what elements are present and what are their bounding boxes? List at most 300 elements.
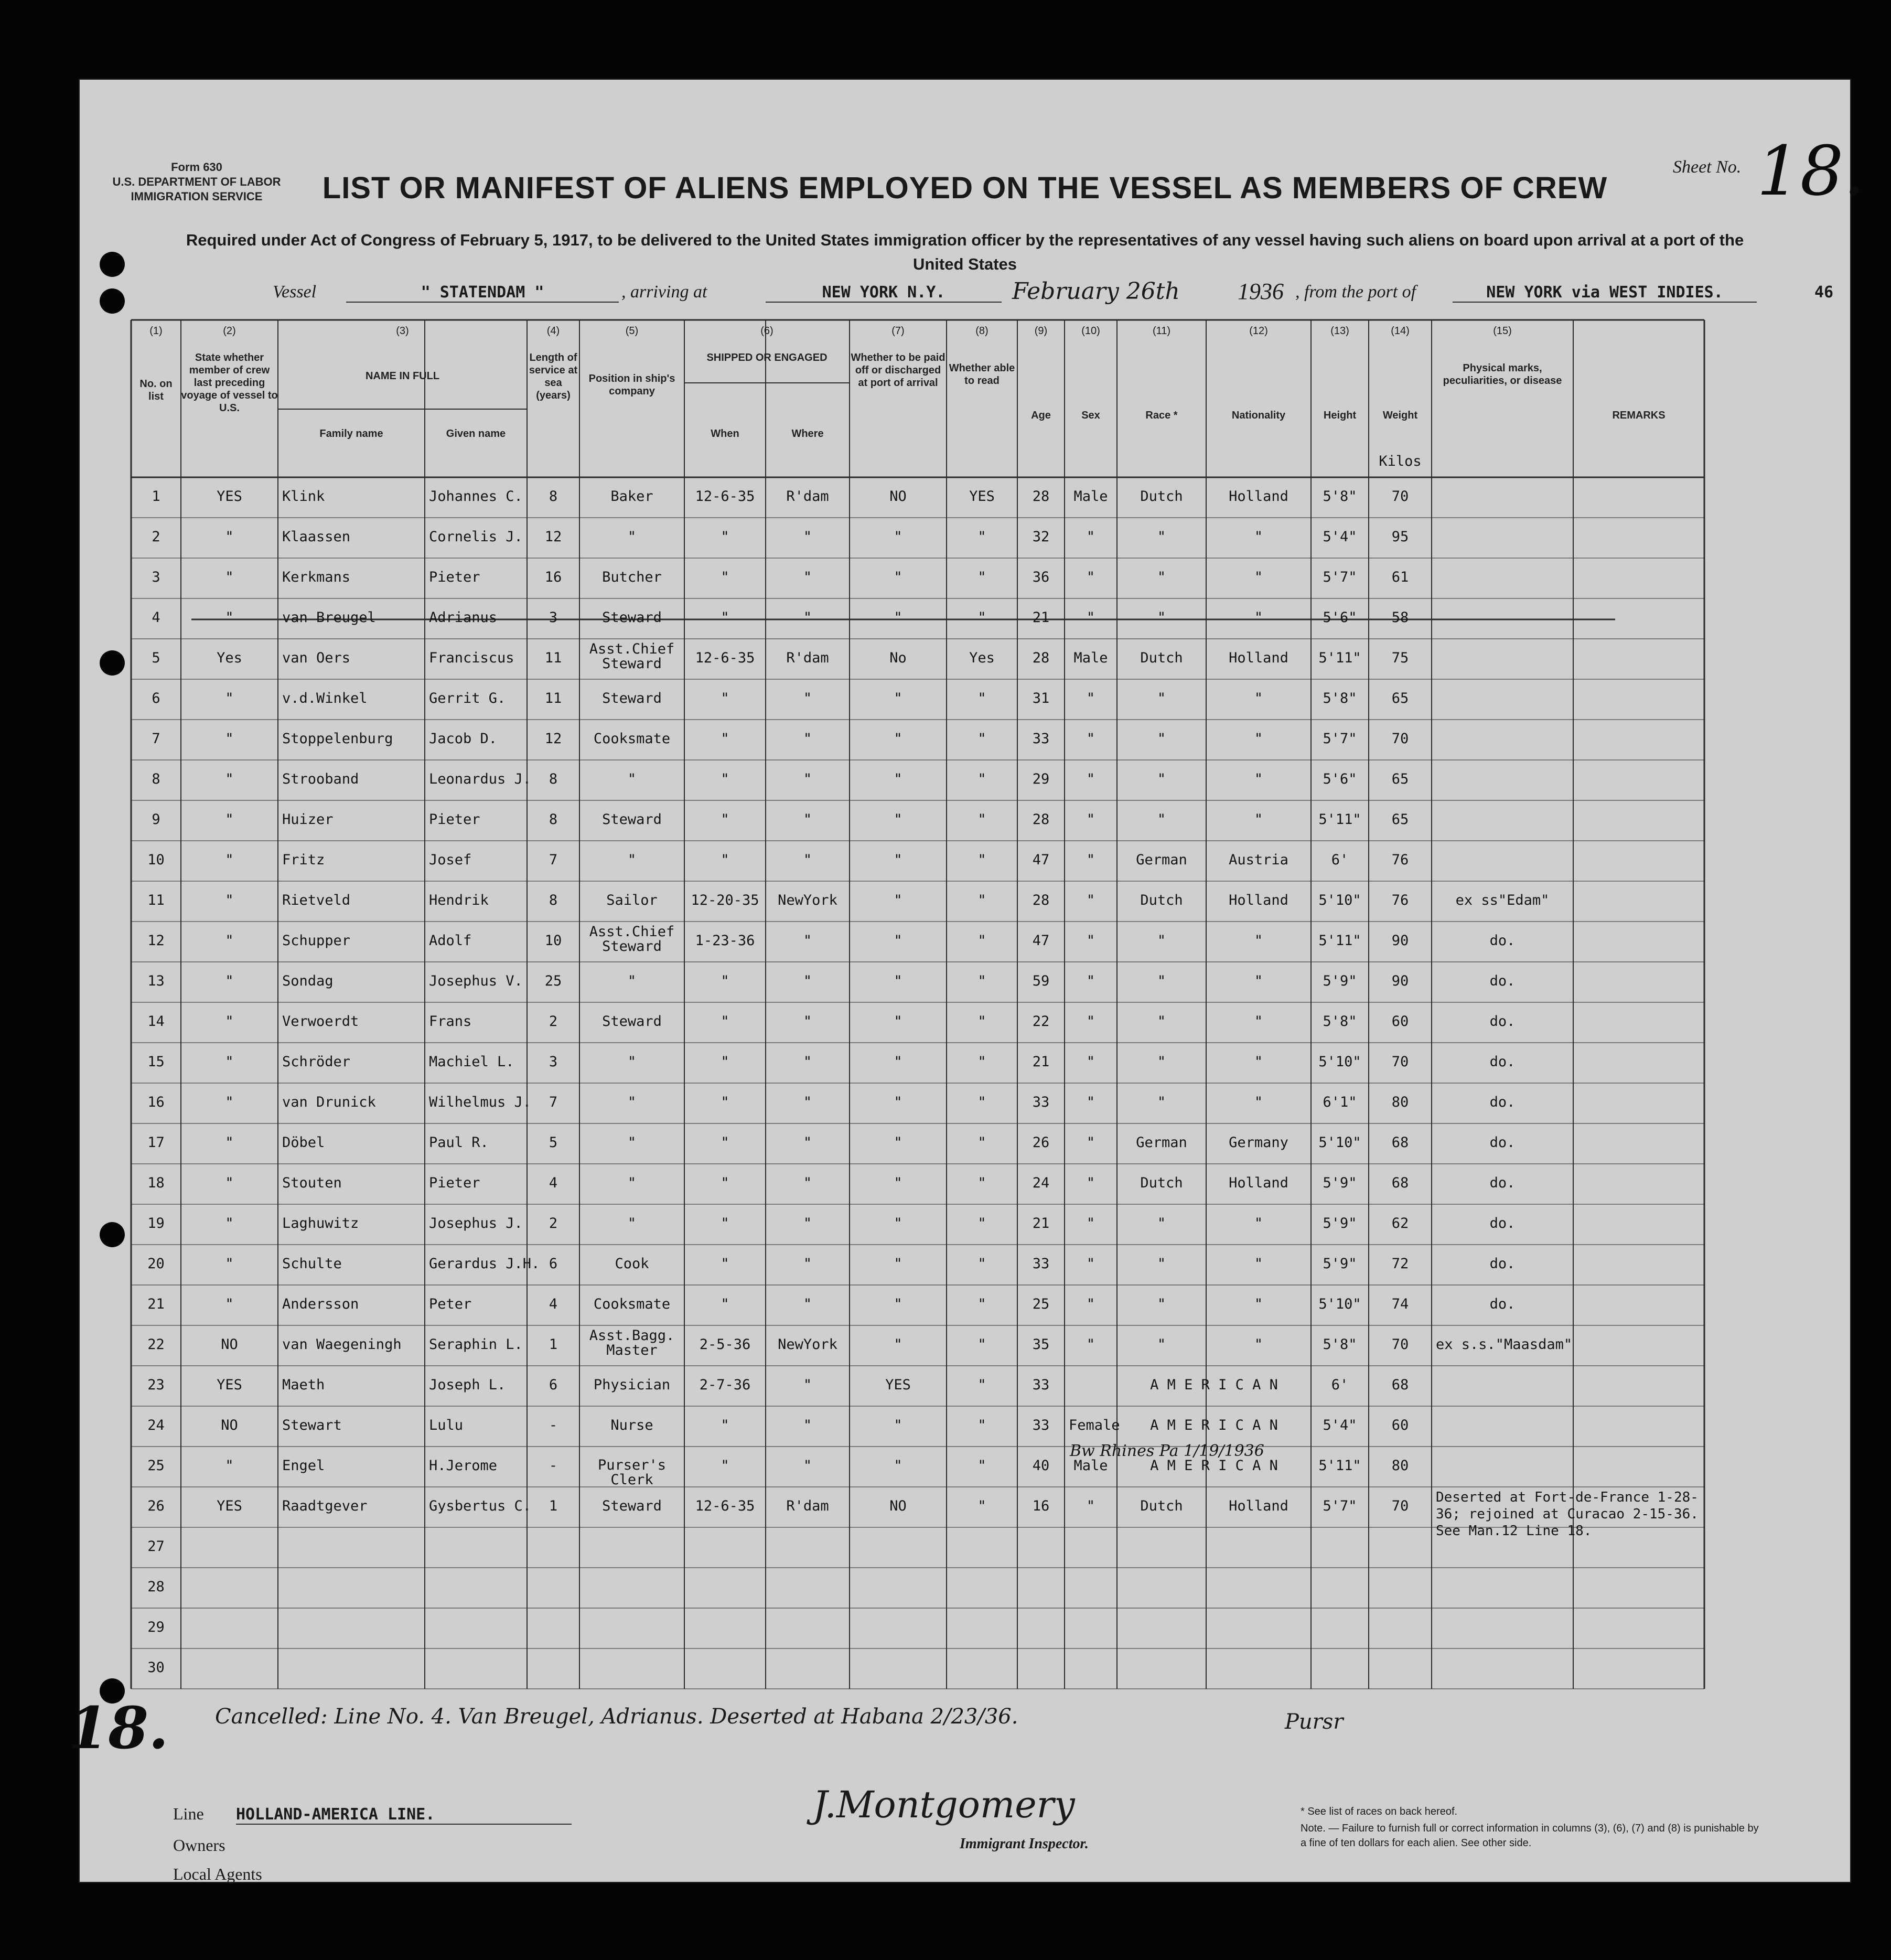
row-16-given: Wilhelmus J.	[429, 1094, 532, 1110]
row-15-where: "	[803, 1054, 812, 1070]
row-17-no: 17	[147, 1134, 165, 1151]
row-21-prev: "	[225, 1296, 234, 1312]
row-19-paid: "	[894, 1215, 902, 1231]
row-26-marks: Deserted at Fort-de-France 1-28-36; rejoined at Curacao 2-15-36. See Man.12 Line 18.	[1436, 1490, 1699, 1539]
row-12-age: 47	[1032, 933, 1050, 949]
row-14-age: 22	[1032, 1013, 1050, 1030]
row-22-height: 5'8"	[1323, 1336, 1357, 1353]
row-3-family: Kerkmans	[282, 569, 351, 585]
row-2-read: "	[977, 529, 986, 545]
row-23-prev: YES	[217, 1377, 242, 1393]
row-1-position: Baker	[610, 488, 653, 505]
row-30-no: 30	[147, 1659, 165, 1676]
row-11-when: 12-20-35	[691, 892, 759, 908]
row-14-height: 5'8"	[1323, 1013, 1357, 1030]
row-4-when: "	[721, 609, 729, 626]
row-3-nationality: "	[1254, 569, 1263, 585]
row-19-no: 19	[147, 1215, 165, 1231]
row-29-no: 29	[147, 1619, 165, 1635]
row-23-given: Joseph L.	[429, 1377, 506, 1393]
row-9-where: "	[803, 811, 812, 828]
row-22-weight: 70	[1391, 1336, 1409, 1353]
row-4-where: "	[803, 609, 812, 626]
row-6-weight: 65	[1391, 690, 1409, 706]
row-8-prev: "	[225, 771, 234, 787]
header-remarks: REMARKS	[1612, 410, 1666, 421]
header-shipped-when: When	[711, 428, 739, 440]
row-9-no: 9	[152, 811, 160, 828]
row-7-prev: "	[225, 731, 234, 747]
header-race: Race *	[1145, 410, 1178, 421]
row-7-position: Cooksmate	[593, 731, 671, 747]
row-19-position: "	[627, 1215, 637, 1231]
row-5-family: van Oers	[282, 650, 351, 666]
row-18-paid: "	[894, 1175, 902, 1191]
row-13-weight: 90	[1391, 973, 1409, 989]
row-19-prev: "	[225, 1215, 234, 1231]
row-21-position: Cooksmate	[593, 1296, 671, 1312]
row-15-height: 5'10"	[1318, 1054, 1361, 1070]
row-22-marks: ex s.s."Maasdam"	[1436, 1336, 1573, 1353]
row-5-weight: 75	[1391, 650, 1409, 666]
header-name-in-full: NAME IN FULL	[365, 370, 440, 382]
row-11-family: Rietveld	[282, 892, 351, 908]
row-26-age: 16	[1032, 1498, 1050, 1514]
row-11-sex: "	[1086, 892, 1095, 908]
row-22-service: 1	[549, 1336, 558, 1353]
row-11-age: 28	[1032, 892, 1050, 908]
row-2-family: Klaassen	[282, 529, 351, 545]
row-5-read: Yes	[969, 650, 995, 666]
row-21-race: "	[1157, 1296, 1166, 1312]
row-20-position: Cook	[615, 1256, 649, 1272]
row-20-paid: "	[894, 1256, 902, 1272]
row-13-no: 13	[147, 973, 165, 989]
row-17-family: Döbel	[282, 1134, 325, 1151]
arriving-port: NEW YORK N.Y.	[766, 283, 1002, 303]
row-12-sex: "	[1086, 933, 1095, 949]
row-4-given: Adrianus	[429, 609, 498, 626]
row-15-sex: "	[1086, 1054, 1095, 1070]
row-13-service: 25	[544, 973, 562, 989]
row-7-when: "	[721, 731, 729, 747]
row-22-age: 35	[1032, 1336, 1050, 1353]
row-14-prev: "	[225, 1013, 234, 1030]
arrival-date: February 26th	[1012, 278, 1180, 305]
row-18-nationality: Holland	[1229, 1175, 1288, 1191]
row-20-race: "	[1157, 1256, 1166, 1272]
row-16-age: 33	[1032, 1094, 1050, 1110]
row-22-paid: "	[894, 1336, 902, 1353]
row-12-race: "	[1157, 933, 1166, 949]
row-20-height: 5'9"	[1323, 1256, 1357, 1272]
row-23-position: Physician	[593, 1377, 671, 1393]
column-number: (14)	[1391, 325, 1410, 337]
row-12-position: Asst.Chief Steward	[589, 924, 675, 955]
row-21-where: "	[803, 1296, 812, 1312]
row-5-where: R'dam	[786, 650, 829, 666]
row-13-family: Sondag	[282, 973, 334, 989]
row-11-height: 5'10"	[1318, 892, 1361, 908]
row-15-given: Machiel L.	[429, 1054, 514, 1070]
column-number: (4)	[546, 325, 560, 337]
column-number: (1)	[149, 325, 163, 337]
row-13-marks: do.	[1489, 973, 1516, 989]
row-18-service: 4	[549, 1175, 558, 1191]
row-11-no: 11	[147, 892, 165, 908]
row-14-sex: "	[1086, 1013, 1095, 1030]
column-number: (12)	[1249, 325, 1268, 337]
row-25-age: 40	[1032, 1458, 1050, 1474]
row-15-position: "	[627, 1054, 637, 1070]
row-11-weight: 76	[1391, 892, 1409, 908]
row-3-paid: "	[894, 569, 902, 585]
row-16-no: 16	[147, 1094, 165, 1110]
row-14-nationality: "	[1254, 1013, 1263, 1030]
row-12-when: 1-23-36	[695, 933, 755, 949]
header-shipped-where: Where	[791, 428, 824, 440]
row-17-age: 26	[1032, 1134, 1050, 1151]
row-10-nationality: Austria	[1229, 852, 1288, 868]
row-1-no: 1	[152, 488, 160, 505]
row-1-given: Johannes C.	[429, 488, 523, 505]
row-11-nationality: Holland	[1229, 892, 1288, 908]
row-8-position: "	[627, 771, 637, 787]
row-9-read: "	[977, 811, 986, 828]
row-24-read: "	[977, 1417, 986, 1433]
row-25-prev: "	[225, 1458, 234, 1474]
row-9-nationality: "	[1254, 811, 1263, 828]
column-number: (8)	[975, 325, 989, 337]
row-21-paid: "	[894, 1296, 902, 1312]
row-8-age: 29	[1032, 771, 1050, 787]
row-10-service: 7	[549, 852, 558, 868]
row-21-no: 21	[147, 1296, 165, 1312]
row-22-prev: NO	[221, 1336, 238, 1353]
row-24-paid: "	[894, 1417, 902, 1433]
row-26-given: Gysbertus C.	[429, 1498, 532, 1514]
header-physical-marks: Physical marks, peculiarities, or disease	[1443, 362, 1562, 387]
row-4-read: "	[977, 609, 986, 626]
row-16-family: van Drunick	[282, 1094, 376, 1110]
row-26-weight: 70	[1391, 1498, 1409, 1514]
row-11-where: NewYork	[778, 892, 837, 908]
row-22-when: 2-5-36	[699, 1336, 751, 1353]
row-4-sex: "	[1086, 609, 1095, 626]
row-11-service: 8	[549, 892, 558, 908]
header-paid-off: Whether to be paid off or discharged at port of arrival	[851, 352, 946, 389]
row-8-service: 8	[549, 771, 558, 787]
row-13-prev: "	[225, 973, 234, 989]
row-21-nationality: "	[1254, 1296, 1263, 1312]
row-10-given: Josef	[429, 852, 472, 868]
row-22-position: Asst.Bagg. Master	[589, 1327, 675, 1358]
row-12-weight: 90	[1391, 933, 1409, 949]
row-9-position: Steward	[602, 811, 662, 828]
manifest-table	[131, 320, 1704, 1710]
row-25-service: -	[549, 1458, 558, 1474]
row-23-no: 23	[147, 1377, 165, 1393]
row-24-position: Nurse	[610, 1417, 653, 1433]
row-12-service: 10	[544, 933, 562, 949]
row-2-given: Cornelis J.	[429, 529, 523, 545]
row-14-marks: do.	[1489, 1013, 1516, 1030]
bottom-sheet-number: 18.	[68, 1694, 169, 1762]
row-16-weight: 80	[1391, 1094, 1409, 1110]
row-26-nationality: Holland	[1229, 1498, 1288, 1514]
row-26-prev: YES	[217, 1498, 242, 1514]
row-13-when: "	[721, 973, 729, 989]
row-12-marks: do.	[1489, 933, 1516, 949]
row-2-where: "	[803, 529, 812, 545]
line-label: Line	[173, 1804, 204, 1823]
row-15-when: "	[721, 1054, 729, 1070]
row-11-race: Dutch	[1140, 892, 1183, 908]
row-19-race: "	[1157, 1215, 1166, 1231]
row-20-weight: 72	[1391, 1256, 1409, 1272]
row-4-position: Steward	[602, 609, 662, 626]
cancelled-initials: Pursr	[1285, 1710, 1344, 1734]
row-3-where: "	[803, 569, 812, 585]
row-12-height: 5'11"	[1318, 933, 1361, 949]
row-8-race: "	[1157, 771, 1166, 787]
row-3-when: "	[721, 569, 729, 585]
row-2-paid: "	[894, 529, 902, 545]
row-11-prev: "	[225, 892, 234, 908]
row-4-prev: "	[225, 609, 234, 626]
row-20-read: "	[977, 1256, 986, 1272]
column-number: (11)	[1152, 325, 1171, 337]
row-16-race: "	[1157, 1094, 1166, 1110]
arriving-label: , arriving at	[621, 282, 707, 302]
row-26-sex: "	[1086, 1498, 1095, 1514]
row-26-height: 5'7"	[1323, 1498, 1357, 1514]
row-15-service: 3	[549, 1054, 558, 1070]
row-10-prev: "	[225, 852, 234, 868]
row-25-weight: 80	[1391, 1458, 1409, 1474]
row-16-where: "	[803, 1094, 812, 1110]
row-4-height: 5'6"	[1323, 609, 1357, 626]
row-10-when: "	[721, 852, 729, 868]
row-26-no: 26	[147, 1498, 165, 1514]
row-21-when: "	[721, 1296, 729, 1312]
row-16-paid: "	[894, 1094, 902, 1110]
row-22-sex: "	[1086, 1336, 1095, 1353]
weight-unit: Kilos	[1379, 453, 1422, 469]
row-3-no: 3	[152, 569, 160, 585]
row-10-sex: "	[1086, 852, 1095, 868]
row-19-given: Josephus J.	[429, 1215, 523, 1231]
row-6-race: "	[1157, 690, 1166, 706]
row-17-paid: "	[894, 1134, 902, 1151]
row-4-family: van Breugel	[282, 609, 376, 626]
row-9-race: "	[1157, 811, 1166, 828]
header-position: Position in ship's company	[588, 373, 675, 397]
row-19-where: "	[803, 1215, 812, 1231]
row-21-given: Peter	[429, 1296, 472, 1312]
department-name: U.S. DEPARTMENT OF LABOR	[112, 175, 281, 188]
row-26-read: "	[977, 1498, 986, 1514]
row-17-position: "	[627, 1134, 637, 1151]
row-1-paid: NO	[889, 488, 907, 505]
row-20-prev: "	[225, 1256, 234, 1272]
row-10-height: 6'	[1331, 852, 1349, 868]
form-number: Form 630	[171, 160, 222, 174]
row-19-sex: "	[1086, 1215, 1095, 1231]
row-18-sex: "	[1086, 1175, 1095, 1191]
row-1-height: 5'8"	[1323, 488, 1357, 505]
row-13-height: 5'9"	[1323, 973, 1357, 989]
row-2-nationality: "	[1254, 529, 1263, 545]
row-5-sex: Male	[1073, 650, 1108, 666]
row-8-where: "	[803, 771, 812, 787]
row-24-age: 33	[1032, 1417, 1050, 1433]
row-10-age: 47	[1032, 852, 1050, 868]
row-9-height: 5'11"	[1318, 811, 1361, 828]
row-6-paid: "	[894, 690, 902, 706]
header-shipped-or-engaged: SHIPPED OR ENGAGED	[706, 352, 828, 363]
inspector-label: Immigrant Inspector.	[960, 1836, 1089, 1852]
row-1-sex: Male	[1073, 488, 1108, 505]
row-8-sex: "	[1086, 771, 1095, 787]
service-name: IMMIGRATION SERVICE	[131, 190, 263, 203]
row-11-position: Sailor	[606, 892, 658, 908]
row-8-when: "	[721, 771, 729, 787]
row-20-given: Gerardus J.H.	[429, 1256, 540, 1272]
row-13-position: "	[627, 973, 637, 989]
row-7-weight: 70	[1391, 731, 1409, 747]
vessel-label: Vessel	[273, 282, 317, 302]
row-18-age: 24	[1032, 1175, 1050, 1191]
row-5-prev: Yes	[217, 650, 242, 666]
row-12-given: Adolf	[429, 933, 472, 949]
vessel-name: " STATENDAM "	[346, 283, 619, 303]
row-6-sex: "	[1086, 690, 1095, 706]
row-6-when: "	[721, 690, 729, 706]
row-2-prev: "	[225, 529, 234, 545]
arrival-year: 1936	[1238, 279, 1284, 304]
row-12-prev: "	[225, 933, 234, 949]
row-15-race: "	[1157, 1054, 1166, 1070]
row-3-position: Butcher	[602, 569, 662, 585]
row-26-where: R'dam	[786, 1498, 829, 1514]
row-17-when: "	[721, 1134, 729, 1151]
row-13-where: "	[803, 973, 812, 989]
row-14-no: 14	[147, 1013, 165, 1030]
row-18-marks: do.	[1489, 1175, 1516, 1191]
row-15-weight: 70	[1391, 1054, 1409, 1070]
row-8-nationality: "	[1254, 771, 1263, 787]
row-21-sex: "	[1086, 1296, 1095, 1312]
row-25-read: "	[977, 1458, 986, 1474]
row-11-marks: ex ss"Edam"	[1455, 892, 1550, 908]
row-18-given: Pieter	[429, 1175, 480, 1191]
row-27-no: 27	[147, 1538, 165, 1555]
row-20-nationality: "	[1254, 1256, 1263, 1272]
row-10-no: 10	[147, 852, 165, 868]
row-9-service: 8	[549, 811, 558, 828]
row-23-height: 6'	[1331, 1377, 1349, 1393]
row-10-paid: "	[894, 852, 902, 868]
row-1-prev: YES	[217, 488, 242, 505]
row-3-sex: "	[1086, 569, 1095, 585]
row-22-given: Seraphin L.	[429, 1336, 523, 1353]
agents-label: Local Agents	[173, 1865, 262, 1883]
row-7-height: 5'7"	[1323, 731, 1357, 747]
row-24-race: A M E R I C A N	[1150, 1417, 1278, 1433]
header-sex: Sex	[1081, 410, 1100, 421]
row-5-given: Franciscus	[429, 650, 514, 666]
row-6-age: 31	[1032, 690, 1050, 706]
row-15-nationality: "	[1254, 1054, 1263, 1070]
row-4-race: "	[1157, 609, 1166, 626]
row-20-family: Schulte	[282, 1256, 342, 1272]
row-6-prev: "	[225, 690, 234, 706]
row-13-nationality: "	[1254, 973, 1263, 989]
row-6-where: "	[803, 690, 812, 706]
row-15-prev: "	[225, 1054, 234, 1070]
row-17-prev: "	[225, 1134, 234, 1151]
header-previous-voyage: State whether member of crew last preceding voyage of vessel to U.S.	[181, 352, 278, 414]
row-22-family: van Waegeningh	[282, 1336, 402, 1353]
row-24-given: Lulu	[429, 1417, 464, 1433]
row-4-age: 21	[1032, 609, 1050, 626]
row-7-service: 12	[544, 731, 562, 747]
row-19-weight: 62	[1391, 1215, 1409, 1231]
row-10-weight: 76	[1391, 852, 1409, 868]
row-19-age: 21	[1032, 1215, 1050, 1231]
row-18-weight: 68	[1391, 1175, 1409, 1191]
row-5-when: 12-6-35	[695, 650, 755, 666]
row-14-weight: 60	[1391, 1013, 1409, 1030]
header-height: Height	[1323, 410, 1357, 421]
column-number: (6)	[760, 325, 773, 337]
row-4-weight: 58	[1391, 609, 1409, 626]
header-family-name: Family name	[319, 428, 383, 440]
header-able-to-read: Whether able to read	[949, 362, 1015, 387]
row-13-read: "	[977, 973, 986, 989]
row-20-no: 20	[147, 1256, 165, 1272]
row-23-read: "	[977, 1377, 986, 1393]
row-19-height: 5'9"	[1323, 1215, 1357, 1231]
row-4-paid: "	[894, 609, 902, 626]
row-2-weight: 95	[1391, 529, 1409, 545]
row-20-marks: do.	[1489, 1256, 1516, 1272]
row-13-race: "	[1157, 973, 1166, 989]
row-14-read: "	[977, 1013, 986, 1030]
row-21-service: 4	[549, 1296, 558, 1312]
row-8-family: Strooband	[282, 771, 359, 787]
row-23-where: "	[803, 1377, 812, 1393]
row-2-position: "	[627, 529, 637, 545]
row-6-height: 5'8"	[1323, 690, 1357, 706]
row-14-given: Frans	[429, 1013, 472, 1030]
row-2-race: "	[1157, 529, 1166, 545]
cancelled-note: Cancelled: Line No. 4. Van Breugel, Adrianus. Deserted at Habana 2/23/36.	[215, 1705, 1018, 1729]
row-9-paid: "	[894, 811, 902, 828]
row-2-no: 2	[152, 529, 160, 545]
row-9-sex: "	[1086, 811, 1095, 828]
row-21-read: "	[977, 1296, 986, 1312]
row-25-sex: Male	[1073, 1458, 1108, 1474]
row-15-no: 15	[147, 1054, 165, 1070]
row-14-race: "	[1157, 1013, 1166, 1030]
row-2-sex: "	[1086, 529, 1095, 545]
row-28-no: 28	[147, 1579, 165, 1595]
row-3-weight: 61	[1391, 569, 1409, 585]
row-3-height: 5'7"	[1323, 569, 1357, 585]
row-19-service: 2	[549, 1215, 558, 1231]
